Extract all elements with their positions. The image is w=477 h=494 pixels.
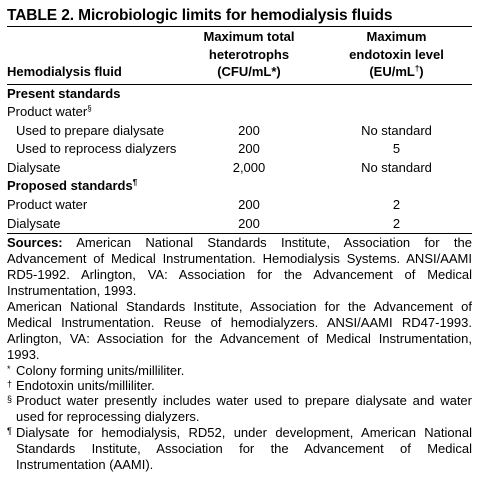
footnote-text: Product water presently includes water used to prepare dialysate and water used for reprocessing dialyzers.	[16, 393, 472, 425]
row-label: Used to prepare dialysate	[16, 122, 165, 138]
footnote-mark: †	[7, 379, 13, 390]
limits-table	[7, 27, 472, 233]
table-row	[7, 215, 472, 234]
section-proposed	[7, 177, 472, 196]
header-endotoxin-line1: Maximum	[366, 29, 427, 44]
header-endotoxin-close: )	[419, 64, 424, 79]
proposed-footnote-mark: ¶	[132, 178, 138, 188]
source-1-text: American National Standards Institute, Association for the Advancement of Medical Instrumentation. Hemodialysis Systems. ANSI/AAMI RD5-1992. Arlington, VA: Association for the Advancement of Medical Instrumentation, 1993.	[7, 235, 472, 299]
table-document	[7, 0, 472, 473]
section-present	[7, 85, 472, 104]
table-notes	[7, 234, 472, 473]
header-endotoxin-line2: endotoxin level	[349, 46, 444, 62]
footnote-text: Endotoxin units/milliliter.	[16, 378, 155, 394]
row-heterotrophs: 200	[238, 197, 260, 213]
table-row	[7, 196, 472, 215]
row-label: Product water	[7, 197, 88, 213]
row-endotoxin: No standard	[361, 159, 432, 175]
table-row	[7, 159, 472, 178]
table-header	[7, 27, 472, 85]
footnote-mark: §	[7, 394, 13, 405]
header-heterotrophs	[177, 27, 321, 84]
header-heterotrophs-line2: heterotrophs	[208, 46, 290, 62]
row-endotoxin: 2	[392, 215, 401, 231]
header-endotoxin	[321, 27, 472, 84]
header-heterotrophs-line1: Maximum total	[203, 29, 295, 44]
footnote-mark: ¶	[7, 426, 12, 437]
footnote-text: Dialysate for hemodialysis, RD52, under development, American National Standards Institute, Association for the Advancement of Medical Instrumentation (AAMI).	[16, 425, 472, 473]
table-body	[7, 85, 472, 234]
header-fluid: Hemodialysis fluid	[7, 64, 122, 79]
footnote-mark: *	[7, 364, 11, 375]
header-endotoxin-line3: (EU/mL	[369, 64, 415, 79]
row-label: Dialysate	[7, 215, 61, 231]
row-heterotrophs: 200	[238, 141, 260, 157]
footnote-eu	[7, 378, 472, 393]
row-endotoxin: 2	[392, 197, 401, 213]
header-endotoxin-footnote-mark: †	[414, 64, 420, 73]
table-row	[7, 103, 472, 122]
sources-label: Sources:	[7, 235, 63, 251]
product-water-footnote-mark: §	[87, 104, 92, 114]
footnote-cfu	[7, 363, 472, 378]
footnote-dialysate	[7, 425, 472, 473]
row-heterotrophs: 200	[238, 215, 260, 231]
section-present-heading: Present standards	[7, 85, 121, 101]
row-heterotrophs: 2,000	[232, 159, 266, 175]
source-2: American National Standards Institute, Association for the Advancement of Medical Instrumentation. Reuse of hemodialyzers. ANSI/AAMI RD47-1993. Arlington, VA: Association for the Advancement of Medical Instrumentation, 1993.	[7, 299, 472, 363]
header-heterotrophs-line3: (CFU/mL*)	[217, 64, 281, 79]
source-1	[7, 235, 472, 299]
row-label: Used to reprocess dialyzers	[16, 141, 177, 157]
section-proposed-heading: Proposed standards¶	[7, 178, 138, 194]
row-heterotrophs: 200	[238, 122, 260, 138]
row-endotoxin: No standard	[361, 122, 432, 138]
footnote-product-water	[7, 393, 472, 425]
footnote-text: Colony forming units/milliliter.	[16, 363, 185, 379]
table-row	[7, 122, 472, 141]
product-water-label: Product water§	[7, 104, 92, 120]
table-title: TABLE 2. Microbiologic limits for hemodialysis fluids	[7, 7, 393, 24]
row-endotoxin: 5	[392, 141, 401, 157]
table-row	[7, 140, 472, 159]
row-label: Dialysate	[7, 159, 61, 175]
